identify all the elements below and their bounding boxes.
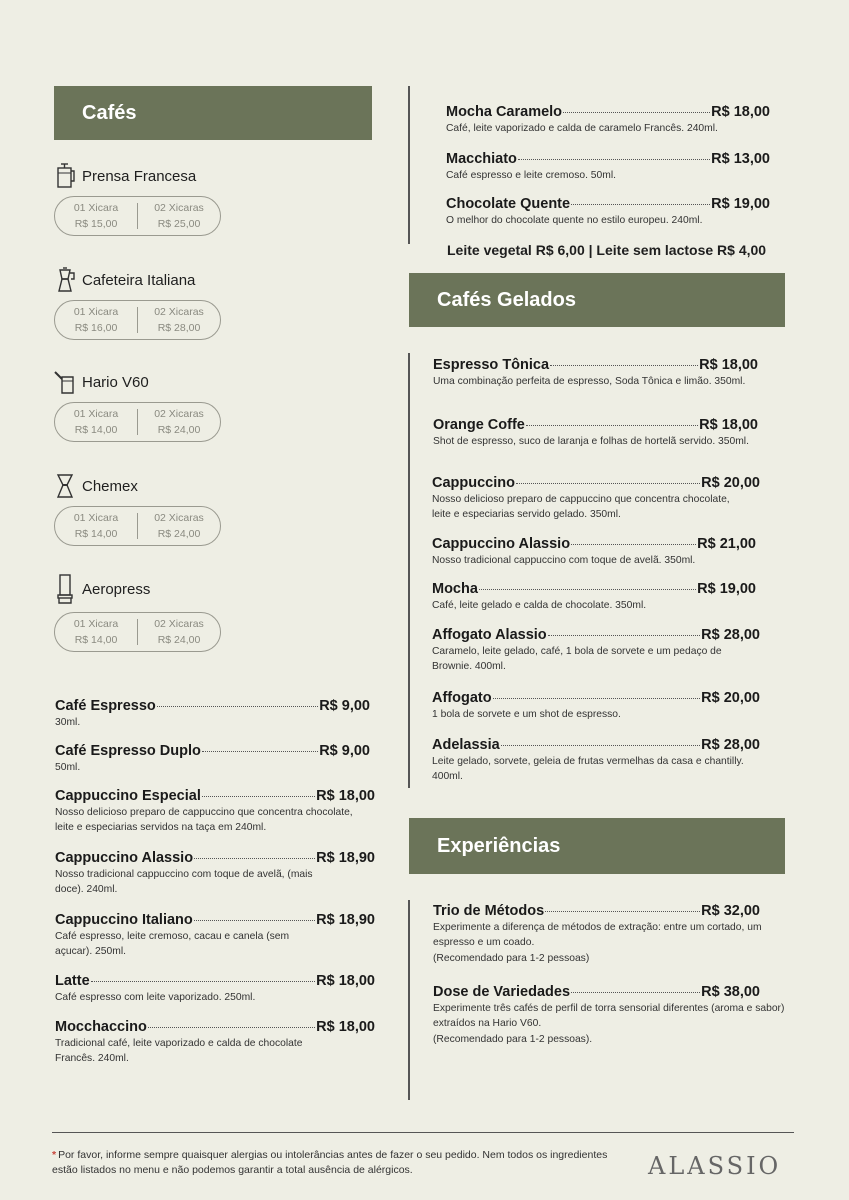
price-pill bbox=[54, 300, 221, 340]
item-name: Mocha bbox=[432, 581, 478, 597]
section-header-cafes bbox=[54, 86, 372, 140]
item-price: R$ 18,00 bbox=[699, 357, 758, 373]
cup-count: 01 Xicara bbox=[73, 408, 119, 420]
item-price: R$ 32,00 bbox=[701, 903, 760, 919]
price: R$ 14,00 bbox=[74, 634, 118, 646]
aeropress-icon bbox=[54, 573, 76, 605]
cup-count: 02 Xicaras bbox=[154, 306, 204, 318]
item-desc: 50ml. bbox=[55, 762, 81, 773]
cup-count: 01 Xicara bbox=[73, 512, 119, 524]
item-note: (Recomendado para 1-2 pessoas). bbox=[433, 1034, 593, 1045]
price-pill bbox=[54, 402, 221, 442]
item-name: Espresso Tônica bbox=[433, 357, 550, 373]
menu-item bbox=[446, 104, 770, 136]
brand-logo: ALASSIO bbox=[648, 1152, 782, 1180]
price: R$ 24,00 bbox=[157, 634, 201, 646]
item-name: Adelassia bbox=[432, 737, 500, 753]
item-price: R$ 28,00 bbox=[701, 737, 760, 753]
item-price: R$ 18,00 bbox=[316, 973, 375, 989]
item-name: Latte bbox=[55, 973, 90, 989]
item-desc: Shot de espresso, suco de laranja e folhas de hortelã servido. 350ml. bbox=[433, 436, 749, 447]
menu-item bbox=[433, 984, 785, 1047]
item-desc: O melhor do chocolate quente no estilo europeu. 240ml. bbox=[446, 215, 703, 226]
price: R$ 15,00 bbox=[74, 218, 118, 230]
item-desc: Leite gelado, sorvete, geleia de frutas vermelhas da casa e chantilly. 400ml. bbox=[432, 756, 744, 782]
method-name: Hario V60 bbox=[82, 373, 149, 391]
item-name: Affogato Alassio bbox=[432, 627, 547, 643]
item-price: R$ 20,00 bbox=[701, 690, 760, 706]
menu-item bbox=[55, 912, 375, 959]
cup-count: 01 Xicara bbox=[73, 306, 119, 318]
price: R$ 28,00 bbox=[157, 322, 201, 334]
item-price: R$ 13,00 bbox=[711, 151, 770, 167]
divider-gelados bbox=[408, 353, 410, 788]
price: R$ 24,00 bbox=[157, 528, 201, 540]
item-desc: Café, leite gelado e calda de chocolate. 350ml. bbox=[432, 600, 647, 611]
item-desc: Caramelo, leite gelado, café, 1 bola de sorvete e um pedaço de Brownie. 400ml. bbox=[432, 646, 722, 672]
item-price: R$ 19,00 bbox=[711, 196, 770, 212]
item-desc: Tradicional café, leite vaporizado e calda de chocolate Francês. 240ml. bbox=[55, 1038, 303, 1064]
section-header-experiencias bbox=[409, 818, 785, 874]
cup-count: 02 Xicaras bbox=[154, 512, 204, 524]
item-name: Cappuccino Alassio bbox=[432, 536, 571, 552]
item-desc: Experimente a diferença de métodos de extração: entre um cortado, um espresso e um coado. bbox=[433, 922, 762, 948]
item-desc: Experimente três cafés de perfil de torra sensorial diferentes (aroma e sabor) extraídos na Hario V60. bbox=[433, 1003, 785, 1029]
item-desc: Uma combinação perfeita de espresso, Soda Tônica e limão. 350ml. bbox=[433, 376, 746, 387]
method-hario-v60 bbox=[54, 368, 384, 442]
menu-item bbox=[446, 196, 770, 228]
method-prensa-francesa bbox=[54, 162, 384, 236]
item-name: Café Espresso bbox=[55, 698, 156, 714]
french-press-icon bbox=[54, 163, 76, 189]
item-desc: Nosso tradicional cappuccino com toque de avelã. 350ml. bbox=[432, 555, 696, 566]
cup-count: 01 Xicara bbox=[73, 618, 119, 630]
menu-item bbox=[433, 417, 758, 449]
section-title: Experiências bbox=[437, 834, 561, 857]
item-name: Mocchaccino bbox=[55, 1019, 147, 1035]
method-name: Aeropress bbox=[82, 580, 151, 598]
item-desc: Nosso delicioso preparo de cappuccino que concentra chocolate, leite e especiarias servido gelado. 350ml. bbox=[432, 494, 730, 520]
milk-note: Leite vegetal R$ 6,00 | Leite sem lactose R$ 4,00 bbox=[447, 242, 767, 258]
menu-item bbox=[55, 850, 375, 897]
menu-item bbox=[433, 357, 758, 389]
item-desc: Café, leite vaporizado e calda de caramelo Francês. 240ml. bbox=[446, 123, 718, 134]
price-pill bbox=[54, 196, 221, 236]
item-name: Chocolate Quente bbox=[446, 196, 571, 212]
item-price: R$ 28,00 bbox=[701, 627, 760, 643]
divider-experiencias bbox=[408, 900, 410, 1100]
item-price: R$ 18,90 bbox=[316, 850, 375, 866]
cup-count: 02 Xicaras bbox=[154, 408, 204, 420]
item-name: Cappuccino Alassio bbox=[55, 850, 194, 866]
menu-item bbox=[432, 536, 756, 568]
item-price: R$ 18,00 bbox=[711, 104, 770, 120]
item-name: Café Espresso Duplo bbox=[55, 743, 201, 759]
v60-kettle-icon bbox=[54, 369, 76, 395]
item-name: Mocha Caramelo bbox=[446, 104, 563, 120]
method-name: Cafeteira Italiana bbox=[82, 271, 196, 289]
footer-divider bbox=[52, 1132, 794, 1133]
menu-item bbox=[433, 903, 760, 966]
item-desc: Nosso tradicional cappuccino com toque de avelã, (mais doce). 240ml. bbox=[55, 869, 313, 895]
item-price: R$ 9,00 bbox=[319, 743, 370, 759]
item-name: Orange Coffe bbox=[433, 417, 525, 433]
menu-item bbox=[55, 698, 370, 730]
menu-item bbox=[55, 973, 375, 1005]
item-name: Cappuccino bbox=[432, 475, 515, 491]
item-desc: 30ml. bbox=[55, 717, 81, 728]
menu-item bbox=[55, 743, 370, 775]
item-desc: 1 bola de sorvete e um shot de espresso. bbox=[432, 709, 621, 720]
section-header-gelados bbox=[409, 273, 785, 327]
item-name: Trio de Métodos bbox=[433, 903, 545, 919]
price: R$ 14,00 bbox=[74, 424, 118, 436]
method-cafeteira-italiana bbox=[54, 266, 384, 340]
method-aeropress bbox=[54, 572, 384, 652]
item-price: R$ 20,00 bbox=[701, 475, 760, 491]
item-desc: Café espresso com leite vaporizado. 250ml. bbox=[55, 992, 256, 1003]
item-name: Cappuccino Italiano bbox=[55, 912, 193, 928]
menu-item bbox=[432, 690, 760, 722]
item-desc: Café espresso, leite cremoso, cacau e canela (sem açucar). 250ml. bbox=[55, 931, 290, 957]
item-name: Dose de Variedades bbox=[433, 984, 571, 1000]
item-price: R$ 18,00 bbox=[316, 788, 375, 804]
chemex-icon bbox=[54, 473, 76, 499]
item-price: R$ 18,00 bbox=[699, 417, 758, 433]
item-name: Macchiato bbox=[446, 151, 517, 167]
item-desc: Café espresso e leite cremoso. 50ml. bbox=[446, 170, 616, 181]
price: R$ 24,00 bbox=[157, 424, 201, 436]
item-price: R$ 21,00 bbox=[697, 536, 756, 552]
item-price: R$ 19,00 bbox=[697, 581, 756, 597]
method-chemex bbox=[54, 472, 384, 546]
item-price: R$ 18,00 bbox=[316, 1019, 375, 1035]
price: R$ 25,00 bbox=[157, 218, 201, 230]
menu-item bbox=[432, 737, 760, 784]
item-name: Cappuccino Especial bbox=[55, 788, 201, 804]
moka-pot-icon bbox=[54, 267, 76, 293]
item-price: R$ 9,00 bbox=[319, 698, 370, 714]
item-note: (Recomendado para 1-2 pessoas) bbox=[433, 953, 590, 964]
menu-item bbox=[432, 627, 760, 674]
menu-item bbox=[55, 788, 375, 835]
price: R$ 16,00 bbox=[74, 322, 118, 334]
item-price: R$ 38,00 bbox=[701, 984, 760, 1000]
item-price: R$ 18,90 bbox=[316, 912, 375, 928]
menu-item bbox=[432, 581, 756, 613]
cup-count: 02 Xicaras bbox=[154, 202, 204, 214]
item-name: Affogato bbox=[432, 690, 492, 706]
price-pill bbox=[54, 506, 221, 546]
menu-item bbox=[432, 475, 760, 522]
menu-item bbox=[55, 1019, 375, 1066]
footnote-text: Por favor, informe sempre quaisquer alergias ou intolerâncias antes de fazer o seu pedido. Nem todos os ingredientes estão listados no menu e não podemos garantir a total ausência de alérgicos. bbox=[52, 1149, 608, 1176]
menu-item bbox=[446, 151, 770, 183]
price: R$ 14,00 bbox=[74, 528, 118, 540]
cup-count: 02 Xicaras bbox=[154, 618, 204, 630]
divider-right-top bbox=[408, 86, 410, 244]
allergy-footnote bbox=[52, 1148, 612, 1178]
item-desc: Nosso delicioso preparo de cappuccino que concentra chocolate, leite e especiarias servidos na taça em 240ml. bbox=[55, 807, 353, 833]
asterisk: * bbox=[52, 1149, 57, 1161]
method-name: Prensa Francesa bbox=[82, 167, 197, 185]
price-pill bbox=[54, 612, 221, 652]
method-name: Chemex bbox=[82, 477, 138, 495]
cup-count: 01 Xicara bbox=[73, 202, 119, 214]
section-title: Cafés bbox=[82, 101, 137, 124]
section-title: Cafés Gelados bbox=[437, 288, 576, 311]
